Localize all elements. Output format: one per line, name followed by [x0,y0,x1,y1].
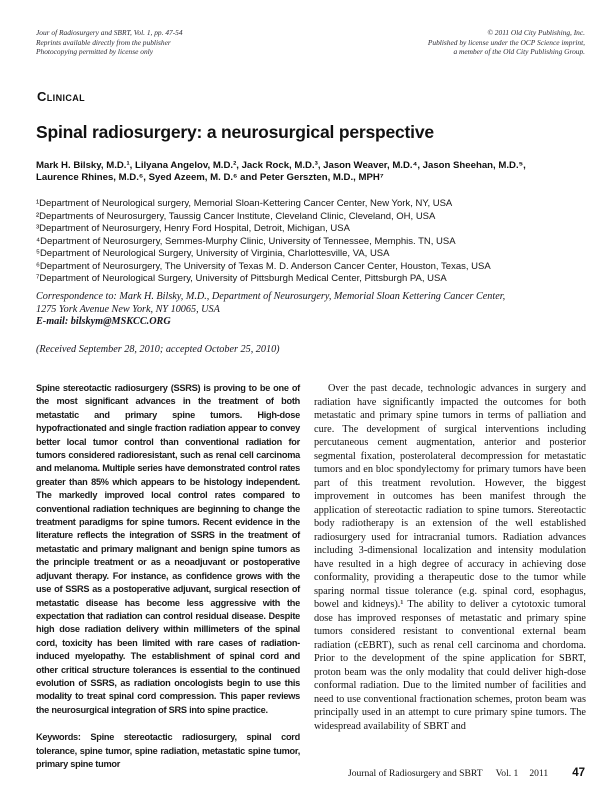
copyright-line: © 2011 Old City Publishing, Inc. [487,28,585,37]
imprint-left [36,28,183,57]
body-column [314,382,586,733]
copyright-line: a member of the Old City Publishing Group. [453,47,585,57]
page-title: Spinal radiosurgery: a neurosurgical perspective [36,122,434,142]
affiliations-block [36,198,592,286]
footer-journal-name: Journal of Radiosurgery and SBRT [347,768,483,779]
imprint-line: Jour of Radiosurgery and SBRT, Vol. 1, pp. 47-54 [36,28,183,37]
keywords-text: Spine stereotactic radiosurgery, spinal cord tolerance, spine tumor, spine radiation, metastatic spine tumor, primary spine tumor [36,732,300,769]
author-list [36,160,592,184]
copyright-line: Published by license under the OCP Science imprint, [427,37,585,47]
affiliation-line: ⁶Department of Neurosurgery, The University of Texas M. D. Anderson Cancer Center, Houston, Texas, USA [36,260,491,272]
keywords-paragraph [36,731,300,771]
affiliation-line: ²Departments of Neurosurgery, Taussig Cancer Institute, Cleveland Clinic, Cleveland, OH, USA [36,210,436,222]
footer-page-number: 47 [572,767,585,779]
affiliation-line: ⁷Department of Neurological Surgery, University of Pittsburgh Medical Center, Pittsburgh PA, USA [36,273,447,284]
footer-volume: Vol. 1 [495,768,519,779]
email-line: E-mail: bilskym@MSKCC.ORG [36,316,171,328]
correspondence-line: 1275 York Avenue New York, NY 10065, USA [36,303,220,315]
affiliation-line: ¹Department of Neurological surgery, Memorial Sloan-Kettering Cancer Center, New York, NY, USA [36,198,453,209]
authors-line: Mark H. Bilsky, M.D.¹, Lilyana Angelov, M.D.², Jack Rock, M.D.³, Jason Weaver, M.D.⁴, Jason Sheehan, M.D.⁵, [36,160,526,171]
affiliation-line: ⁴Department of Neurosurgery, Semmes-Murphy Clinic, University of Tennessee, Memphis. TN, USA [36,235,456,247]
received-accepted-line: (Received September 28, 2010; accepted October 25, 2010) [36,344,280,355]
affiliation-line: ⁵Department of Neurological Surgery, University of Virginia, Charlottesville, VA, USA [36,248,390,259]
page-footer [348,767,585,779]
abstract-paragraph: Spine stereotactic radiosurgery (SSRS) is proving to be one of the most significant advances in the treatment of both metastatic and primary spine tumors. High-dose hypofractionated and single fraction radiation appear to convey better local tumor control than conventional radiation for tumors considered radioresistant, such as renal cell carcinoma and melanoma. Multiple series have demonstrated control rates greater than 85% which appears to be histology independent. The markedly improved local control rates compared to conventional radiation techniques are beginning to change the treatment paradigms for spine tumors. Recent evidence in the literature reflects the integration of SSRS in the treatment of metastatic and primary malignant and benign spine tumors as the principle treatment or as a neoadjuvant or postoperative adjuvant therapy. For instance, as confidence grows with the use of SSRS as a postoperative adjuvant, surgical resection of metastatic disease has become less aggressive with the expectation that radiation can control residual disease. Despite high dose radiation delivery within millimeters of the spinal cord, toxicity has been limited with rare cases of radiation-induced myelopathy. The establishment of spinal cord and other critical structure tolerances is essential to the continued evolution of SSRS, as radiation oncologists begin to use this modality to treat spinal cord compression. This paper reviews the neurosurgical integration of SRS into spine practice. [36,383,300,715]
imprint-line: Reprints available directly from the publisher [36,37,171,47]
correspondence-block [36,291,592,329]
imprint-right [428,28,585,57]
correspondence-line: Correspondence to: Mark H. Bilsky, M.D., Department of Neurosurgery, Memorial Sloan Kettering Cancer Center, [36,291,506,302]
authors-line: Laurence Rhines, M.D.⁶, Syed Azeem, M. D.⁶ and Peter Gerszten, M.D., MPH⁷ [36,172,384,184]
affiliation-line: ³Department of Neurosurgery, Henry Ford Hospital, Detroit, Michigan, USA [36,223,350,234]
section-label: Clinical [37,89,86,104]
footer-year: 2011 [529,768,549,779]
abstract-column [36,382,300,771]
body-paragraph: Over the past decade, technologic advances in surgery and radiation have significantly impacted the outcomes for both metastatic and primary spine tumors in terms of palliation and cure. The development of surgical interventions including percutaneous cement augmentation, anterior and posterior segmental fixation, posterolateral decompression for metastatic tumors and en bloc spondylectomy for primary tumors have been part of this treatment revolution. However, the biggest improvement in outcomes has been manifest through the application of stereotactic radiation to spine tumors. Stereotactic body radiotherapy is an extension of the well established radiosurgery used for intracranial tumors. Radiation advances including 3-dimensional localization and intensity modulation have resulted in a high degree of accuracy in achieving dose conformality, providing a therapeutic dose to the tumor while sparing normal tissue tolerance (e.g. spinal cord, esophagus, bowel and kidneys).¹ The ability to deliver a cytotoxic tumoral dose has improved responses of metastatic and primary spine tumors considered resistant to conventional external beam radiation (cEBRT), such as renal cell carcinoma and chordoma. Prior to the development of the spine application for SBRT, proton beam was the only modality that could deliver high-dose conformal radiation. Due to the limited number of facilities and need to use conventional fractionation schemes, proton beam was principally used in an attempt to cure primary spine tumors. The widespread availability of SBRT and [314,383,586,732]
imprint-line: Photocopying permitted by license only [36,47,153,57]
keywords-label: Keywords: [36,732,81,743]
